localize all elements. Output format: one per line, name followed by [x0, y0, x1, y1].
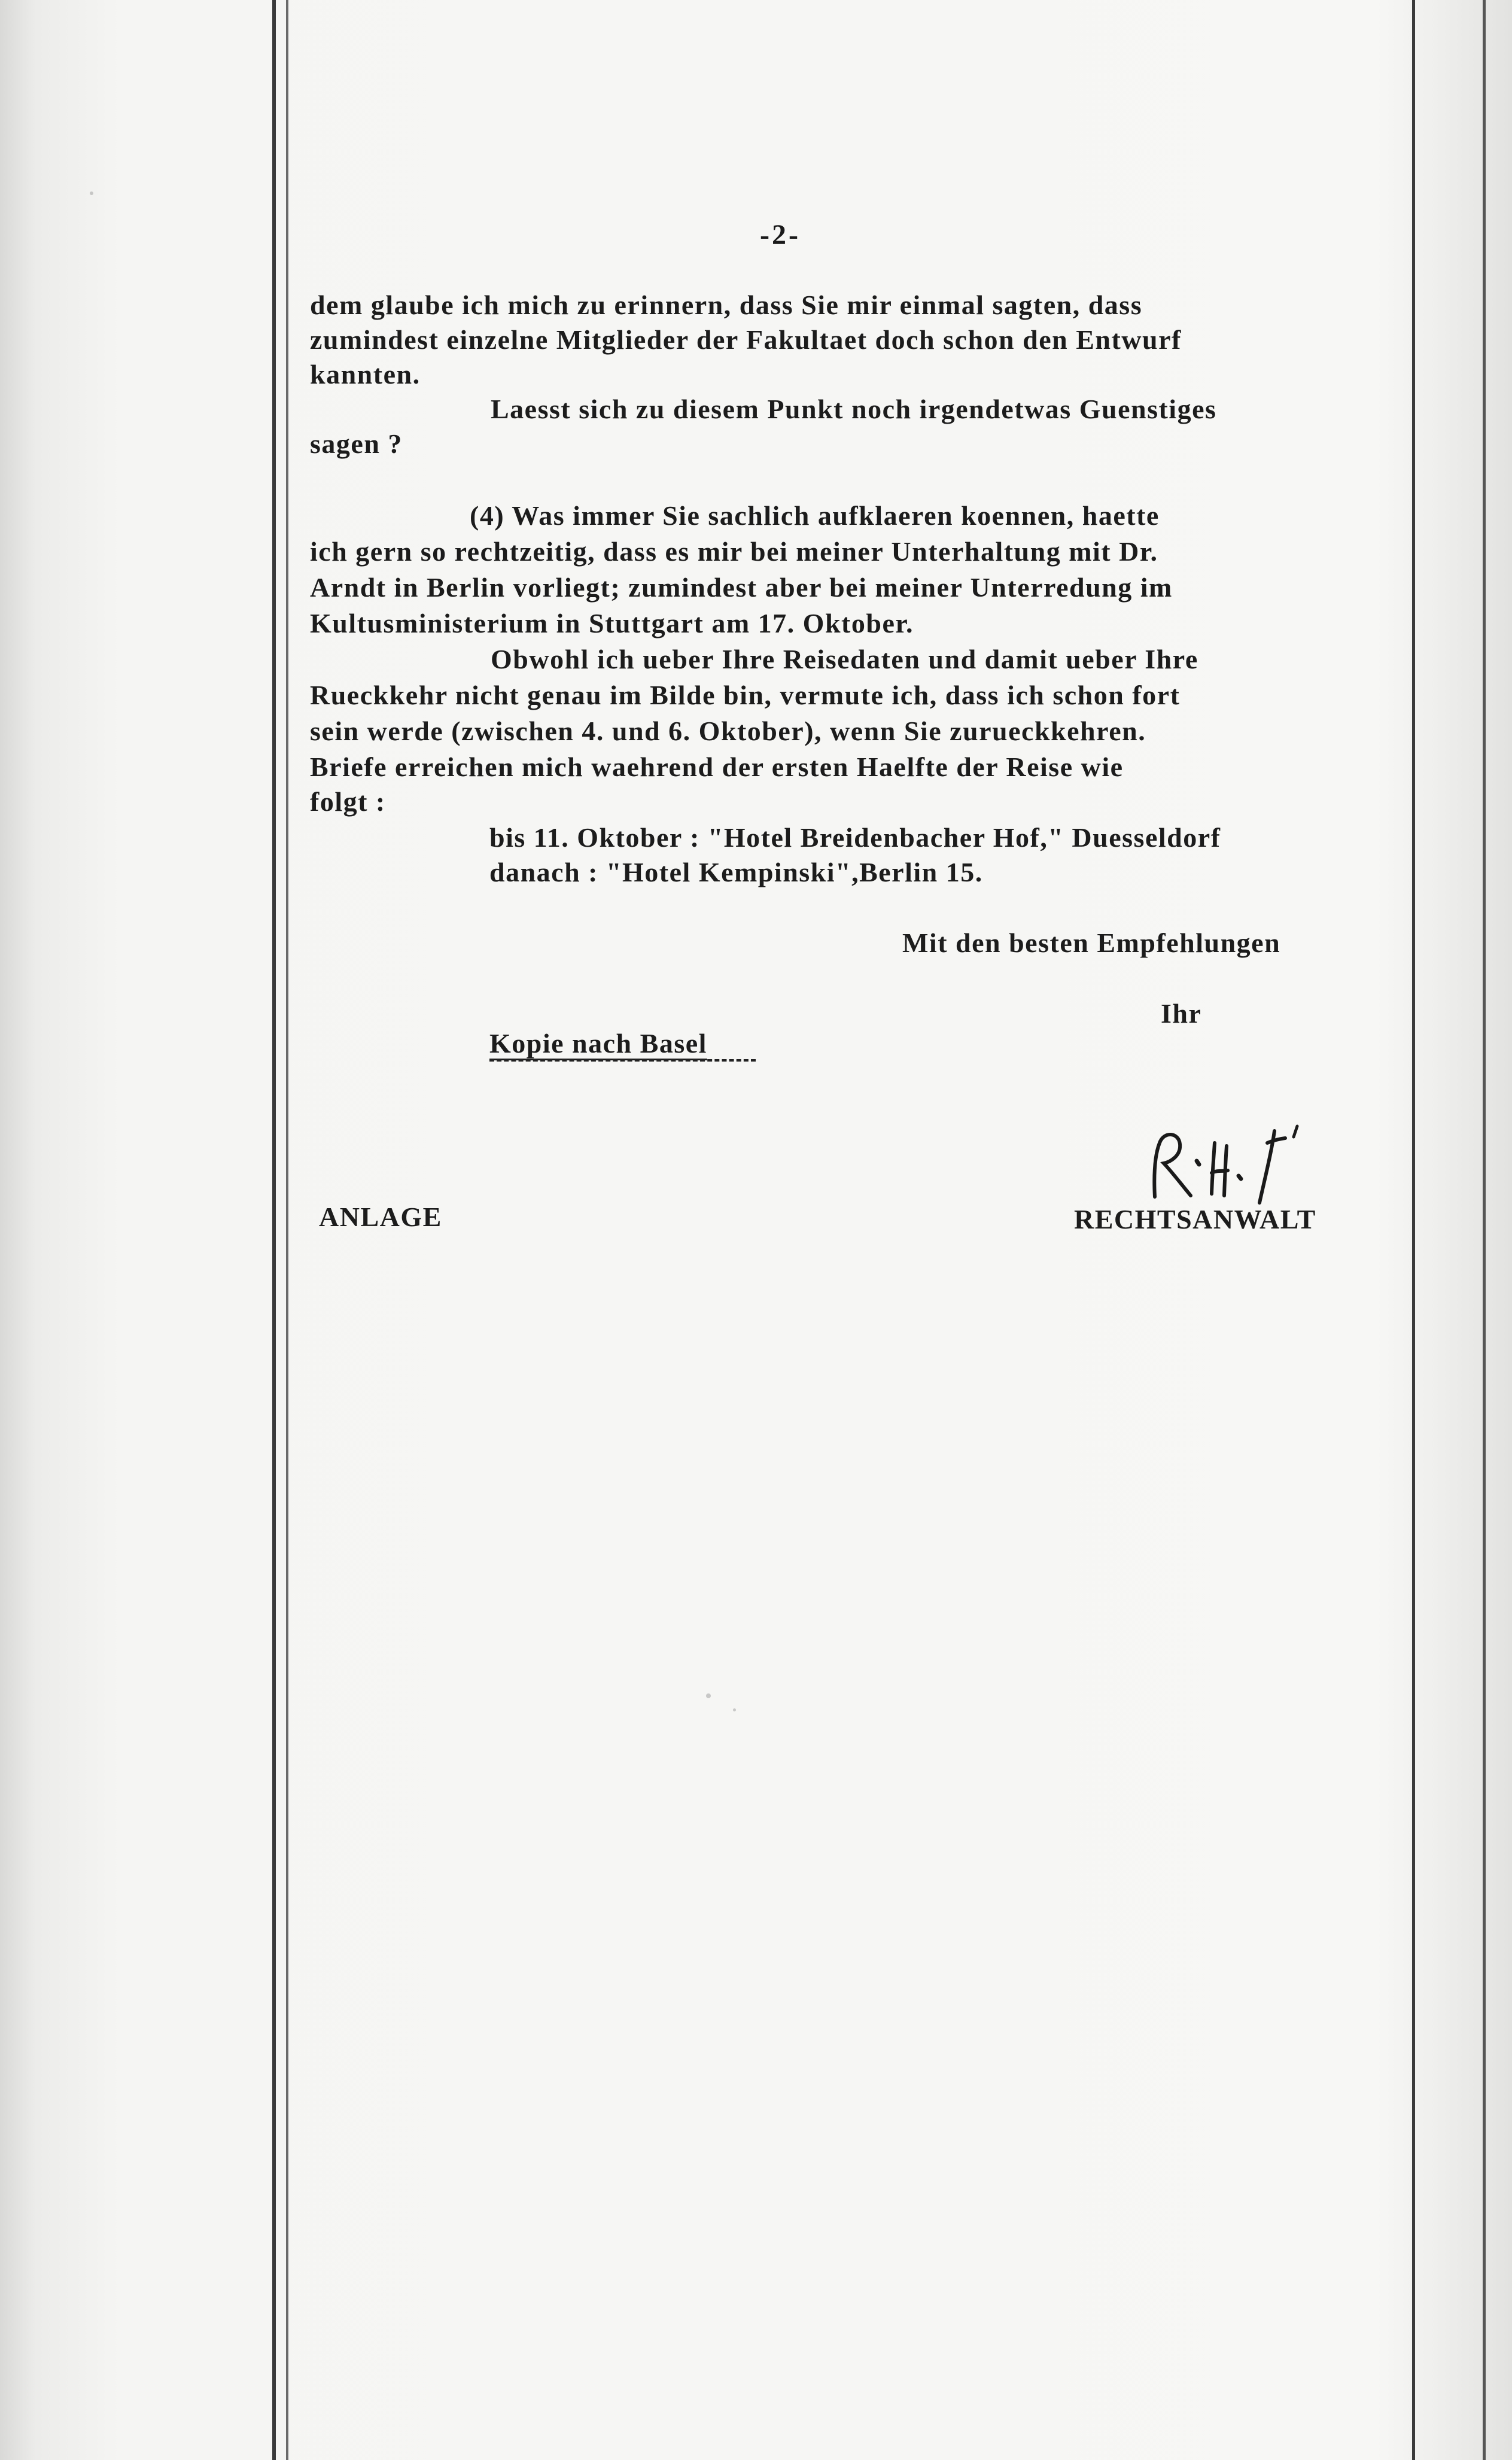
paragraph-line: ich gern so rechtzeitig, dass es mir bei meiner Unterhaltung mit Dr.	[310, 536, 1158, 567]
closing-ihr: Ihr	[1161, 998, 1202, 1029]
paragraph-line: sein werde (zwischen 4. und 6. Oktober), wenn Sie zurueckkehren.	[310, 716, 1146, 746]
paragraph-line: Arndt in Berlin vorliegt; zumindest aber bei meiner Unterredung im	[310, 572, 1173, 603]
scan-speck	[733, 1708, 736, 1711]
paragraph-line: Laesst sich zu diesem Punkt noch irgendetwas Guenstiges	[491, 394, 1217, 424]
address-line: bis 11. Oktober : "Hotel Breidenbacher Hof," Duesseldorf	[489, 822, 1221, 853]
paragraph-line: sagen ?	[310, 428, 403, 459]
signatory-title: RECHTSANWALT	[1074, 1204, 1316, 1234]
paragraph-line: Obwohl ich ueber Ihre Reisedaten und damit ueber Ihre	[491, 644, 1198, 674]
handwritten-signature	[1137, 1119, 1340, 1209]
paragraph-line: Rueckkehr nicht genau im Bilde bin, vermute ich, dass ich schon fort	[310, 680, 1181, 710]
paragraph-line: folgt :	[310, 786, 386, 817]
copy-note: Kopie nach Basel	[489, 1028, 707, 1059]
copy-note-dashed-rule	[489, 1059, 756, 1062]
paragraph-line: (4) Was immer Sie sachlich aufklaeren koennen, haette	[470, 500, 1160, 531]
paragraph-line: dem glaube ich mich zu erinnern, dass Sie mir einmal sagten, dass	[310, 290, 1143, 320]
scan-speck	[90, 191, 93, 195]
closing-greeting: Mit den besten Empfehlungen	[902, 928, 1281, 958]
page-number: -2-	[760, 219, 801, 251]
paragraph-line: Kultusministerium in Stuttgart am 17. Oktober.	[310, 608, 914, 638]
address-line: danach : "Hotel Kempinski",Berlin 15.	[489, 857, 983, 887]
paragraph-line: kannten.	[310, 359, 421, 390]
paragraph-line: zumindest einzelne Mitglieder der Fakultaet doch schon den Entwurf	[310, 324, 1182, 355]
paragraph-line: Briefe erreichen mich waehrend der ersten Haelfte der Reise wie	[310, 752, 1124, 782]
scan-speck	[706, 1693, 711, 1698]
enclosure-label: ANLAGE	[319, 1202, 442, 1232]
